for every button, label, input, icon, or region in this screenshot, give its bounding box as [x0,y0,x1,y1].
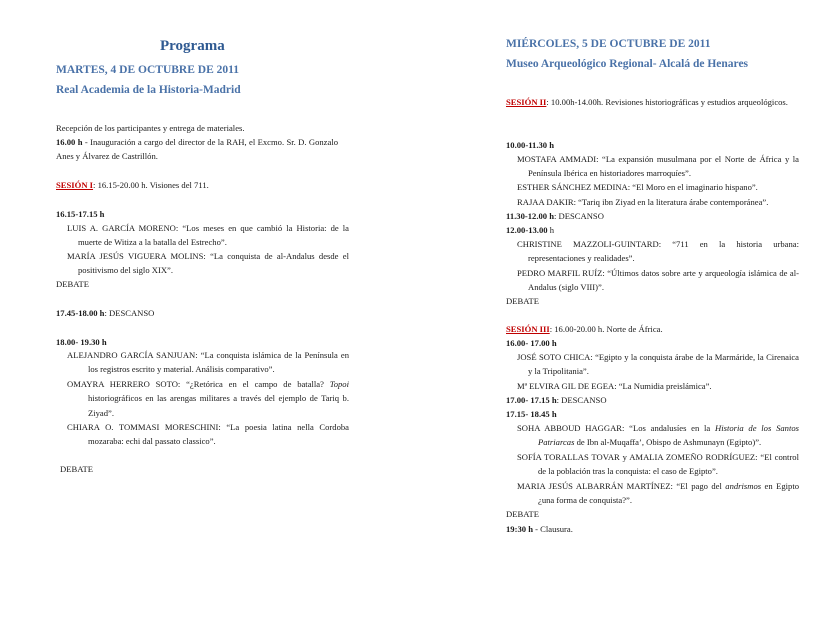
talk-ammadi: MOSTAFA AMMADI: “La expansión musulmana por el Norte de África y la Península Ibérica en historiadores marroquíes”. [517,154,799,179]
talk-tommasi: CHIARA O. TOMMASI MORESCHINI: “La poesia latina nella Cordoba mozaraba: echi dal passato classico”. [67,422,349,447]
reception-text: Recepción de los participantes y entrega de materiales. [56,123,245,133]
slot-18-00: 18.00- 19.30 h [56,337,107,347]
debate-3: DEBATE [506,296,539,306]
talk-dakir: RAJAA DAKIR: “Tariq ibn Ziyad en la literatura árabe contemporánea”. [517,197,769,207]
slot-16-15: 16.15-17.15 h [56,209,105,219]
break-2: 11.30-12.00 h: DESCANSO [506,211,604,221]
day1-date: MARTES, 4 DE OCTUBRE DE 2011 [56,64,239,76]
debate-4: DEBATE [506,509,539,519]
talk-gil-de-egea: Mª ELVIRA GIL DE EGEA: “La Numidia preislámica”. [517,381,712,391]
slot-12-00: 12.00-13.00 h [506,225,554,235]
page-title: Programa [160,38,225,54]
talk-soto-chica: JOSÉ SOTO CHICA: “Egipto y la conquista árabe de la Marmáride, la Cirenaica y la Tripolitania”. [517,352,799,377]
talk-albarran: MARIA JESÚS ALBARRÁN MARTÍNEZ: “El pago del andrismos en Egipto ¿una forma de conquista?”. [517,481,799,506]
slot-10-00: 10.00-11.30 h [506,140,554,150]
session-2: SESIÓN II: 10.00h-14.00h. Revisiones historiográficas y estudios arqueológicos. [506,97,788,107]
talk-abboud-haggar: SOHA ABBOUD HAGGAR: “Los andalusíes en la Historia de los Santos Patriarcas de Ibn al-Muqaffa’, Obispo de Ashmunayn (Egipto)”. [517,423,799,448]
talk-mazzoli: CHRISTINE MAZZOLI-GUINTARD: “711 en la historia urbana: representaciones y realidades”. [517,239,799,264]
talk-viguera-molins: MARÍA JESÚS VIGUERA MOLINS: “La conquista de al-Andalus desde el positivismo del siglo XIX”. [67,251,349,276]
debate-1: DEBATE [56,279,89,289]
day2-venue: Museo Arqueológico Regional- Alcalá de Henares [506,58,749,70]
slot-16-00: 16.00- 17.00 h [506,338,557,348]
talk-garcia-moreno: LUIS A. GARCÍA MORENO: “Los meses en que cambió la Historia: de la muerte de Witiza a la batalla del Estrecho”. [67,223,349,248]
slot-17-15: 17.15- 18.45 h [506,409,557,419]
talk-herrero-soto: OMAYRA HERRERO SOTO: “¿Retórica en el campo de batalla? Topoi historiográficos en las arengas militares a través del ejemplo de Tariq b. Ziyad”. [67,379,349,418]
talk-garcia-sanjuan: ALEJANDRO GARCÍA SANJUAN: “La conquista islámica de la Península en los registros escrito y material. Análisis comparativo”. [67,350,349,375]
talk-sanchez-medina: ESTHER SÁNCHEZ MEDINA: “El Moro en el imaginario hispano”. [517,182,758,192]
debate-2: DEBATE [60,464,93,474]
break-1: 17.45-18.00 h: DESCANSO [56,308,155,318]
day2-date: MIÉRCOLES, 5 DE OCTUBRE DE 2011 [506,38,711,50]
closing: 19:30 h - Clausura. [506,524,573,534]
inauguration: 16.00 h - Inauguración a cargo del director de la RAH, el Excmo. Sr. D. Gonzalo Anes y Álvarez de Castrillón. [56,137,338,162]
day1-venue: Real Academia de la Historia-Madrid [56,84,241,96]
session-3: SESIÓN III: 16.00-20.00 h. Norte de África. [506,324,663,334]
talk-marfil: PEDRO MARFIL RUÍZ: “Últimos datos sobre arte y arqueología islámica de al-Andalus (siglo VIII)”. [517,268,799,293]
session-1: SESIÓN I: 16.15-20.00 h. Visiones del 711. [56,180,209,190]
break-3: 17.00- 17.15 h: DESCANSO [506,395,607,405]
talk-torallas-zomeno: SOFÍA TORALLAS TOVAR y AMALIA ZOMEÑO RODRÍGUEZ: “El control de la población tras la conquista: el caso de Egipto”. [517,452,799,477]
